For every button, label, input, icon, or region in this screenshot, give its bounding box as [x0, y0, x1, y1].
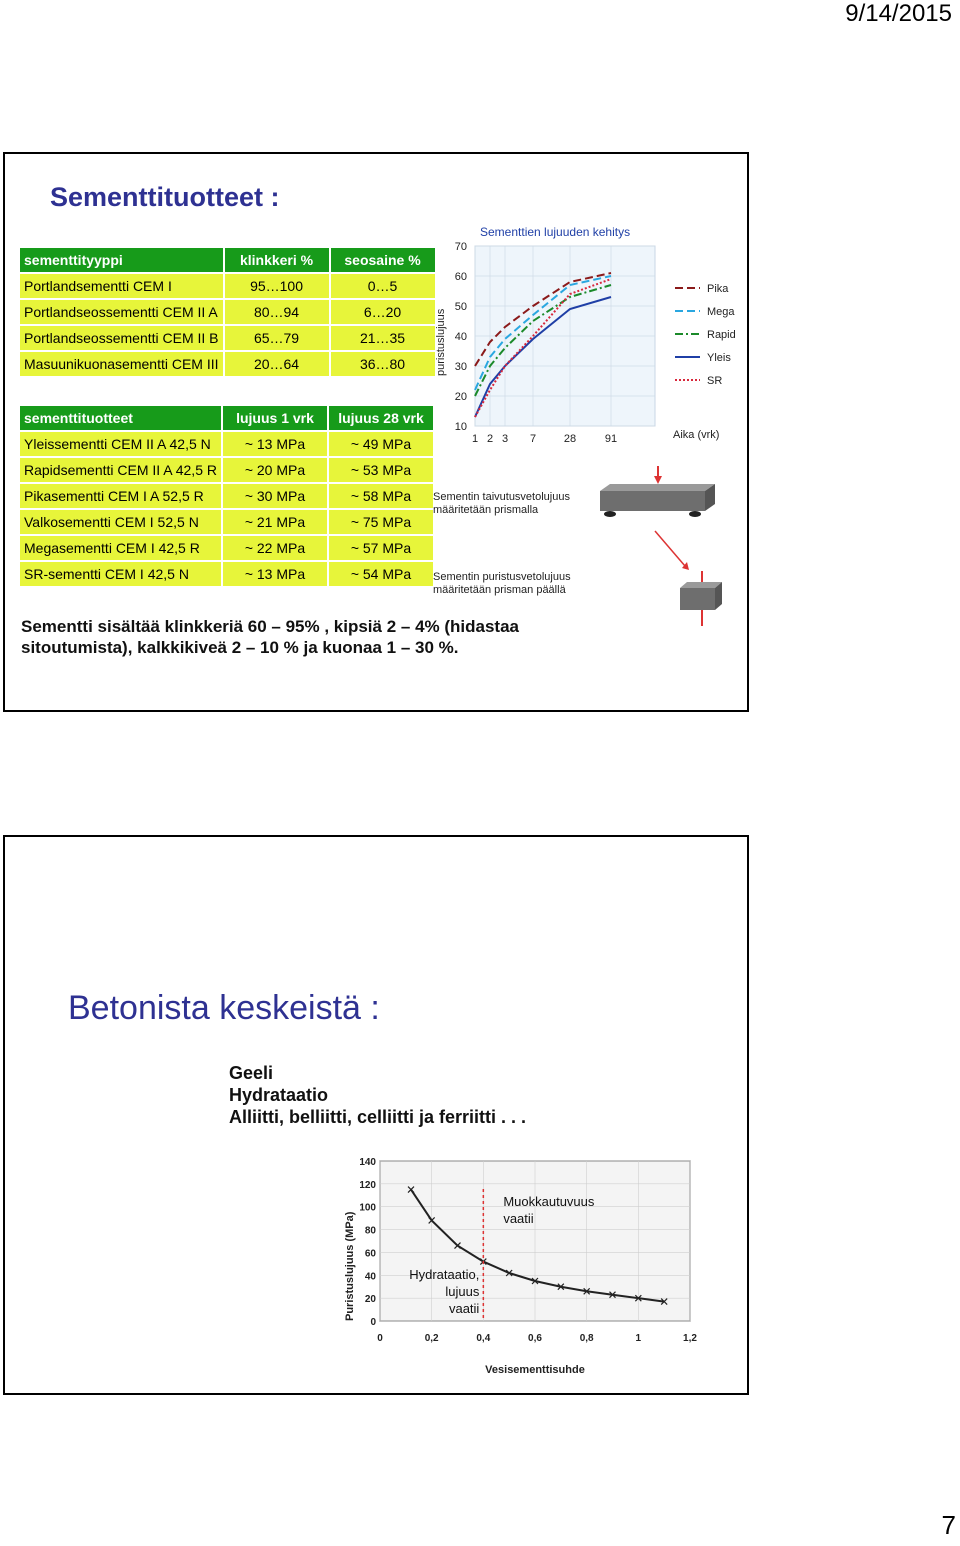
table-cell: Portlandseossementti CEM II B: [19, 325, 224, 351]
pointer-arrow: [655, 531, 685, 566]
table-cell: ~ 30 MPa: [222, 483, 328, 509]
prism-bending-label: Sementin taivutusvetolujuus määritetään prismalla: [433, 491, 570, 516]
x-tick-label: 2: [486, 433, 494, 442]
cement-type-table: [18, 246, 437, 378]
strength-chart-svg: [430, 216, 750, 442]
x-axis-label: Aika (vrk): [673, 429, 720, 441]
table-header-row: [19, 405, 434, 431]
support-left: [604, 511, 616, 517]
table-row: [19, 351, 436, 377]
annotation-hydration: vaatii: [448, 1301, 480, 1316]
y-tick-label: 40: [364, 1271, 376, 1283]
x-tick-label: 1: [635, 1333, 642, 1344]
annotation-workability: Muokkautuvuus: [503, 1194, 595, 1209]
table-cell: ~ 13 MPa: [222, 431, 328, 457]
x-tick-label: 1,2: [683, 1333, 697, 1344]
strength-chart: [430, 216, 750, 447]
table-cell: SR-sementti CEM I 42,5 N: [19, 561, 222, 587]
table-cell: 36…80: [330, 351, 436, 377]
table-cell: 0…5: [330, 273, 436, 299]
table-cell: 20…64: [224, 351, 330, 377]
header-cell: lujuus 28 vrk: [328, 405, 434, 431]
y-axis-label: puristuslujuus: [435, 308, 447, 376]
bullet-item: Hydrataatio: [229, 1085, 329, 1105]
slide-title: Sementtituotteet :: [50, 182, 280, 212]
table-cell: 6…20: [330, 299, 436, 325]
table-cell: 80…94: [224, 299, 330, 325]
table-row: [19, 273, 436, 299]
table-header-row: [19, 247, 436, 273]
table-cell: ~ 57 MPa: [328, 535, 434, 561]
cube-top: [680, 582, 722, 588]
table-row: [19, 483, 434, 509]
support-right: [689, 511, 701, 517]
x-tick-label: 91: [604, 433, 618, 442]
bullet-item: Geeli: [229, 1063, 274, 1083]
table-row: [19, 325, 436, 351]
y-tick-label: 60: [364, 1248, 376, 1260]
x-tick-label: 0,8: [579, 1333, 594, 1344]
x-tick-label: 3: [501, 433, 509, 442]
cement-composition-note: Sementti sisältää klinkkeriä 60 – 95% , kipsiä 2 – 4% (hidastaa sitoutumista), kalkkikiveä 2 – 10 % ja kuonaa 1 – 30 %.: [21, 617, 519, 657]
table-cell: 65…79: [224, 325, 330, 351]
x-tick-label: 28: [563, 433, 577, 442]
y-tick-label: 120: [359, 1179, 376, 1191]
prism-top: [600, 484, 715, 491]
header-cell: klinkkeri %: [224, 247, 330, 273]
table-cell: Megasementti CEM I 42,5 R: [19, 535, 222, 561]
table-cell: Yleissementti CEM II A 42,5 N: [19, 431, 222, 457]
slide-concrete-key: [3, 835, 749, 1395]
legend-label: SR: [707, 375, 723, 387]
slide-title: Betonista keskeistä :: [68, 989, 380, 1027]
legend-label: Yleis: [707, 352, 731, 364]
page-number: 7: [941, 1510, 956, 1540]
y-tick-label: 20: [364, 1294, 376, 1306]
header-cell: sementtituotteet: [19, 405, 222, 431]
cube-front: [680, 588, 715, 610]
header-cell: seosaine %: [330, 247, 436, 273]
legend-label: Rapid: [707, 329, 736, 341]
y-tick-label: 140: [359, 1157, 376, 1168]
y-tick-label: 60: [454, 271, 467, 283]
annotation-workability: vaatii: [503, 1211, 534, 1226]
annotation-hydration: lujuus: [445, 1284, 480, 1299]
table-cell: Masuunikuonasementti CEM III: [19, 351, 224, 377]
table-cell: 21…35: [330, 325, 436, 351]
x-tick-label: 0,6: [528, 1333, 542, 1344]
header-cell: sementtityyppi: [19, 247, 224, 273]
table-cell: ~ 22 MPa: [222, 535, 328, 561]
table-row: [19, 535, 434, 561]
x-tick-label: 0,4: [476, 1333, 491, 1344]
x-tick-label: 1: [471, 433, 479, 442]
prism-illustration: [590, 466, 740, 631]
slide-cement-products: [3, 152, 749, 712]
x-tick-label: 7: [529, 433, 537, 442]
bullet-list: [229, 1062, 526, 1128]
y-tick-label: 80: [364, 1225, 376, 1237]
y-tick-label: 100: [359, 1202, 376, 1214]
table-row: [19, 561, 434, 587]
cement-strength-table: [18, 404, 435, 588]
table-cell: ~ 21 MPa: [222, 509, 328, 535]
y-axis-label: Puristuslujuus (MPa): [344, 1211, 356, 1321]
legend-label: Mega: [707, 306, 735, 318]
header-cell: lujuus 1 vrk: [222, 405, 328, 431]
table-cell: ~ 49 MPa: [328, 431, 434, 457]
x-axis-label: Vesisementtisuhde: [485, 1364, 585, 1376]
table-cell: ~ 58 MPa: [328, 483, 434, 509]
table-cell: ~ 75 MPa: [328, 509, 434, 535]
wc-ratio-chart-svg: [335, 1147, 705, 1392]
legend-label: Pika: [707, 283, 729, 295]
y-tick-label: 30: [454, 361, 467, 373]
x-tick-label: 0: [377, 1333, 383, 1344]
table-cell: ~ 20 MPa: [222, 457, 328, 483]
table-cell: Rapidsementti CEM II A 42,5 R: [19, 457, 222, 483]
table-cell: Portlandseossementti CEM II A: [19, 299, 224, 325]
y-tick-label: 20: [454, 391, 467, 403]
bullet-item: Alliitti, belliitti, celliitti ja ferriitti . . .: [229, 1107, 527, 1127]
chart-title: Sementtien lujuuden kehitys: [480, 225, 631, 239]
y-tick-label: 0: [370, 1317, 376, 1328]
table-cell: ~ 13 MPa: [222, 561, 328, 587]
y-tick-label: 70: [454, 241, 467, 253]
table-row: [19, 509, 434, 535]
prism-compression-label: Sementin puristusvetolujuus määritetään prisman päällä: [433, 571, 571, 596]
table-row: [19, 431, 434, 457]
x-tick-label: 0,2: [424, 1333, 439, 1344]
table-cell: 95…100: [224, 273, 330, 299]
table-cell: Valkosementti CEM I 52,5 N: [19, 509, 222, 535]
load-arrow-head: [654, 476, 662, 484]
table-row: [19, 299, 436, 325]
wc-ratio-chart: [335, 1147, 705, 1397]
y-tick-label: 10: [454, 421, 467, 433]
prism-front: [600, 491, 705, 511]
annotation-hydration: Hydrataatio,: [409, 1267, 480, 1282]
table-cell: ~ 54 MPa: [328, 561, 434, 587]
y-tick-label: 40: [454, 331, 467, 343]
date-header: 9/14/2015: [845, 0, 952, 27]
table-cell: ~ 53 MPa: [328, 457, 434, 483]
table-cell: Portlandsementti CEM I: [19, 273, 224, 299]
y-tick-label: 50: [454, 301, 467, 313]
table-row: [19, 457, 434, 483]
table-cell: Pikasementti CEM I A 52,5 R: [19, 483, 222, 509]
